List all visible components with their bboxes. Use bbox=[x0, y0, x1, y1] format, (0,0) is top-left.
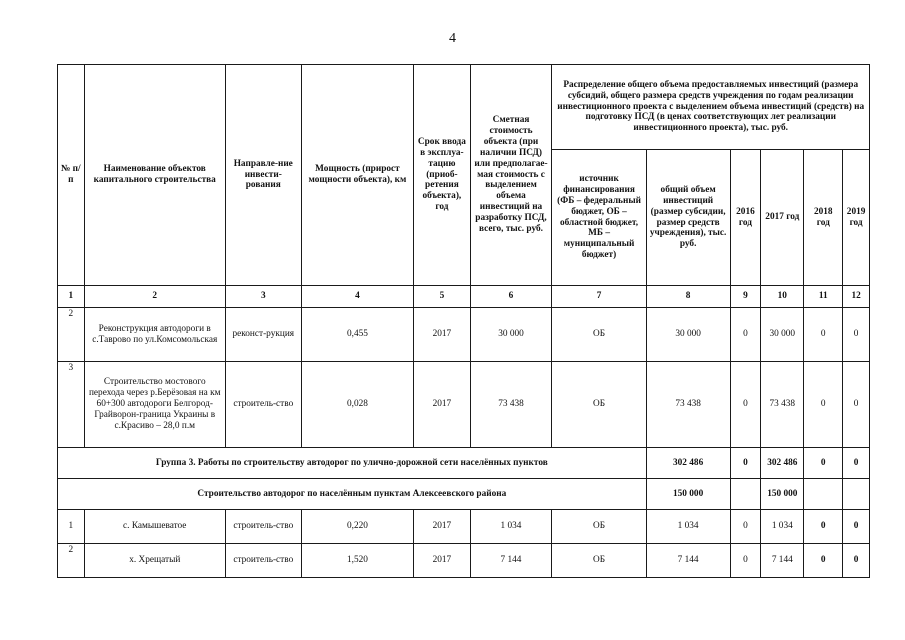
table-row bbox=[58, 544, 870, 578]
row-source: ОБ bbox=[552, 544, 646, 578]
row-2019: 0 bbox=[843, 544, 870, 578]
header-2018: 2018 год bbox=[804, 150, 843, 286]
row-direction: строитель-ство bbox=[225, 544, 301, 578]
subgroup-2017: 150 000 bbox=[761, 479, 804, 510]
group-3-row bbox=[58, 448, 870, 479]
page-number: 4 bbox=[449, 31, 456, 46]
colnum: 2 bbox=[84, 286, 225, 308]
row-name: с. Камышеватое bbox=[84, 510, 225, 544]
row-source: ОБ bbox=[552, 308, 646, 362]
group-3-2016: 0 bbox=[730, 448, 761, 479]
colnum: 4 bbox=[301, 286, 414, 308]
table-row bbox=[58, 362, 870, 448]
row-2019: 0 bbox=[843, 362, 870, 448]
subgroup-2019 bbox=[843, 479, 870, 510]
header-row-1 bbox=[58, 65, 870, 150]
header-2017: 2017 год bbox=[761, 150, 804, 286]
row-direction: строитель-ство bbox=[225, 362, 301, 448]
table-row bbox=[58, 308, 870, 362]
header-year: Срок ввода в эксплуа-тацию (приоб-ретения объекта), год bbox=[414, 65, 470, 286]
row-2016: 0 bbox=[730, 362, 761, 448]
header-name: Наименование объектов капитального строительства bbox=[84, 65, 225, 286]
row-num: 3 bbox=[58, 362, 85, 448]
row-source: ОБ bbox=[552, 362, 646, 448]
row-2017: 73 438 bbox=[761, 362, 804, 448]
subgroup-row bbox=[58, 479, 870, 510]
row-capacity: 0,455 bbox=[301, 308, 414, 362]
colnum: 12 bbox=[843, 286, 870, 308]
row-capacity: 0,028 bbox=[301, 362, 414, 448]
colnum: 6 bbox=[470, 286, 552, 308]
row-2019: 0 bbox=[843, 308, 870, 362]
row-2016: 0 bbox=[730, 510, 761, 544]
row-num: 1 bbox=[58, 510, 85, 544]
colnum: 9 bbox=[730, 286, 761, 308]
row-2018: 0 bbox=[804, 510, 843, 544]
row-year: 2017 bbox=[414, 362, 470, 448]
row-name: х. Хрещатый bbox=[84, 544, 225, 578]
table-row bbox=[58, 510, 870, 544]
row-2016: 0 bbox=[730, 308, 761, 362]
colnum: 1 bbox=[58, 286, 85, 308]
colnum: 5 bbox=[414, 286, 470, 308]
row-2018: 0 bbox=[804, 308, 843, 362]
row-capacity: 0,220 bbox=[301, 510, 414, 544]
subgroup-title: Строительство автодорог по населённым пунктам Алексеевского района bbox=[58, 479, 647, 510]
row-cost: 73 438 bbox=[470, 362, 552, 448]
row-2017: 7 144 bbox=[761, 544, 804, 578]
column-number-row bbox=[58, 286, 870, 308]
colnum: 8 bbox=[646, 286, 730, 308]
group-3-2019: 0 bbox=[843, 448, 870, 479]
row-cost: 7 144 bbox=[470, 544, 552, 578]
subgroup-2018 bbox=[804, 479, 843, 510]
row-cost: 1 034 bbox=[470, 510, 552, 544]
colnum: 7 bbox=[552, 286, 646, 308]
group-3-2018: 0 bbox=[804, 448, 843, 479]
row-year: 2017 bbox=[414, 510, 470, 544]
subgroup-total: 150 000 bbox=[646, 479, 730, 510]
row-total: 73 438 bbox=[646, 362, 730, 448]
subgroup-2016 bbox=[730, 479, 761, 510]
investment-table bbox=[57, 64, 870, 578]
row-source: ОБ bbox=[552, 510, 646, 544]
header-num: № п/п bbox=[58, 65, 85, 286]
row-2017: 30 000 bbox=[761, 308, 804, 362]
group-3-2017: 302 486 bbox=[761, 448, 804, 479]
row-num: 2 bbox=[58, 308, 85, 362]
header-total: общий объем инвестиций (размер субсидии, размер средств учреждения), тыс. руб. bbox=[646, 150, 730, 286]
row-2018: 0 bbox=[804, 544, 843, 578]
header-capacity: Мощность (прирост мощности объекта), км bbox=[301, 65, 414, 286]
header-source: источник финансирования (ФБ – федеральный бюджет, ОБ – областной бюджет, МБ – муниципальный бюджет) bbox=[552, 150, 646, 286]
group-3-title: Группа 3. Работы по строительству автодорог по улично-дорожной сети населённых пунктов bbox=[58, 448, 647, 479]
row-total: 30 000 bbox=[646, 308, 730, 362]
colnum: 10 bbox=[761, 286, 804, 308]
row-total: 1 034 bbox=[646, 510, 730, 544]
group-3-total: 302 486 bbox=[646, 448, 730, 479]
row-2019: 0 bbox=[843, 510, 870, 544]
row-name: Реконструкция автодороги в с.Таврово по ул.Комсомольская bbox=[84, 308, 225, 362]
row-total: 7 144 bbox=[646, 544, 730, 578]
row-num: 2 bbox=[58, 544, 85, 578]
row-direction: реконст-рукция bbox=[225, 308, 301, 362]
colnum: 3 bbox=[225, 286, 301, 308]
row-year: 2017 bbox=[414, 544, 470, 578]
row-direction: строитель-ство bbox=[225, 510, 301, 544]
header-distribution: Распределение общего объема предоставляемых инвестиций (размера субсидий, общего размера средств учреждения по годам реализации инвестиционного проекта с выделением объема инвестиций (средств) на подготовку ПСД (в ценах соответствующих лет реализации инвестиционного проекта), тыс. руб. bbox=[552, 65, 870, 150]
row-name: Строительство мостового перехода через р.Берёзовая на км 60+300 автодороги Белгород-Грайворон-граница Украины в с.Красиво – 28,0 п.м bbox=[84, 362, 225, 448]
row-cost: 30 000 bbox=[470, 308, 552, 362]
header-cost: Сметная стоимость объекта (при наличии ПСД) или предполагае-мая стоимость с выделением объема инвестиций на разработку ПСД, всего, тыс. руб. bbox=[470, 65, 552, 286]
header-direction: Направле-ние инвести-рования bbox=[225, 65, 301, 286]
row-2017: 1 034 bbox=[761, 510, 804, 544]
row-year: 2017 bbox=[414, 308, 470, 362]
header-2016: 2016 год bbox=[730, 150, 761, 286]
row-2018: 0 bbox=[804, 362, 843, 448]
colnum: 11 bbox=[804, 286, 843, 308]
header-2019: 2019 год bbox=[843, 150, 870, 286]
row-2016: 0 bbox=[730, 544, 761, 578]
row-capacity: 1,520 bbox=[301, 544, 414, 578]
